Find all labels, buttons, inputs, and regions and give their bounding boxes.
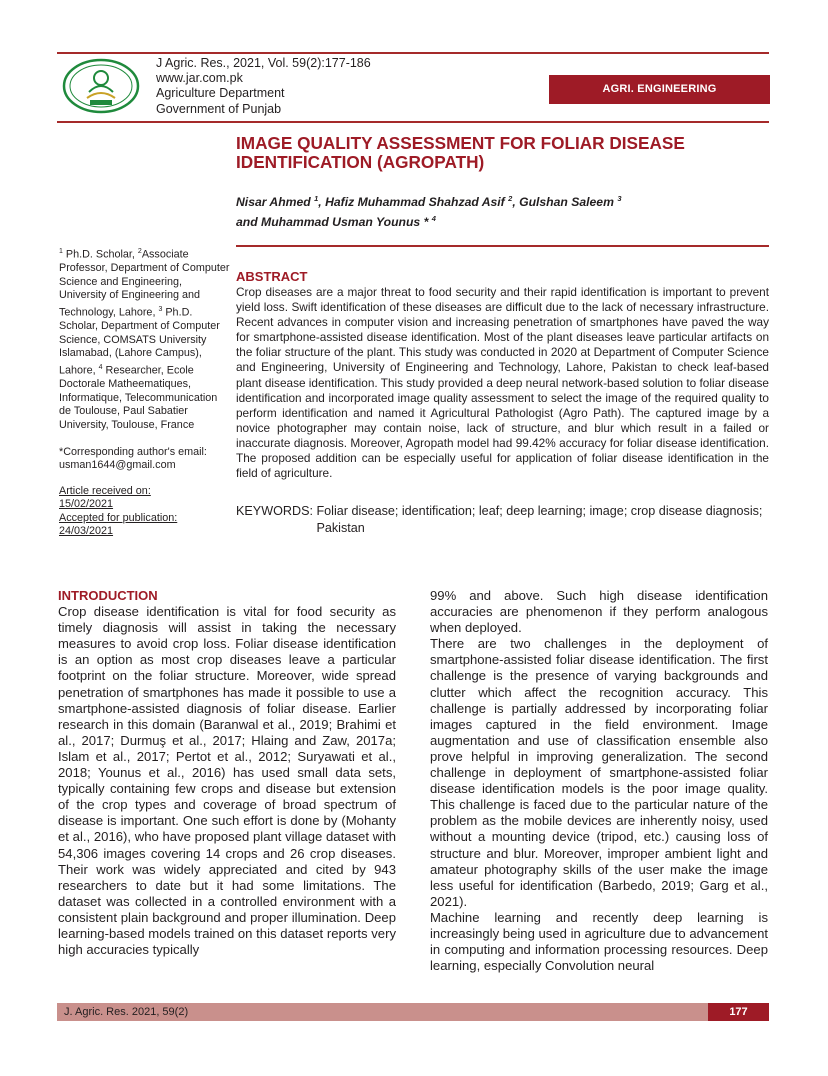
footer-journal: J. Agric. Res. 2021, 59(2) [64,1006,189,1018]
author-superscript: 2 [508,194,513,203]
abstract-rule [236,245,769,247]
author-line-1 [236,191,756,211]
received-label: Article received on: [59,484,151,497]
accepted-label: Accepted for publication: [59,511,178,524]
keywords [236,503,769,536]
author-name: and Muhammad Usman Younus * [236,214,432,229]
affiliation-superscript: 1 [59,248,63,255]
body-column-right [430,588,768,974]
affiliation-superscript: 2 [137,248,142,255]
publisher-department: Agriculture Department [156,86,285,101]
sidebar-affiliations [59,245,231,539]
header-rule-top [57,52,769,54]
author-list [236,191,756,230]
author-superscript: 3 [617,194,622,203]
keywords-row [236,503,769,536]
paragraph: Crop disease identification is vital for food security as timely diagnosis will assist in taking the necessary measures to avoid crop loss. Foliar disease identification is an option as most crop diseases leave a particular footprint on the foliar structure. Moreover, wide spread penetration of smartphones has made it possible to use a smartphone-assisted diagnosis of foliar disease. Earlier research in this domain (Baranwal et al., 2019; Brahimi et al., 2017; Durmuş et al., 2017; Hlaing and Zaw, 2017a; Islam et al., 2017; Pertot et al., 2012; Suryawati et al., 2018; Younus et al., 2016) has used small data sets, typically containing few crops and disease but extension of the crop types and coverage of broad spectrum of disease is important. One such effort is done by (Mohanty et al., 2016), who have proposed plant village dataset with 54,306 images covering 14 crops and 26 crop diseases. Their work was widely appreciated and cited by 943 researchers to date but it had some limitations. The dataset was collected in a controlled environment with a consistent plain background and proper illumination. Deep learning-based models trained on this dataset reports very high accuracies typically [58,604,396,958]
punjab-government-logo [60,58,142,114]
journal-citation: J Agric. Res., 2021, Vol. 59(2):177-186 [156,56,371,70]
author-name: , Gulshan Saleem [512,195,618,210]
introduction-heading: INTRODUCTION [58,588,158,603]
keywords-label: KEYWORDS: [236,504,317,518]
author-name: , Hafiz Muhammad Shahzad Asif [318,195,509,210]
corresponding-label: *Corresponding author's email: [59,445,207,458]
received-date: 15/02/2021 [59,498,114,511]
body-column-left [58,588,396,958]
affiliation-text: Researcher, Ecole Doctorale Matheematiques, Informatique, Telecommunication de Toulouse, Paul Sabatier University, Toulouse, France [59,364,218,431]
page-number: 177 [708,1003,769,1021]
paragraph: Machine learning and recently deep learning is increasingly being used in agriculture due to advancement in computing and information processing resources. Deep learning, especially Convolution neural [430,909,768,974]
keywords-text: Foliar disease; identification; leaf; deep learning; image; crop disease diagnosis; Pakistan [316,504,763,535]
section-badge: AGRI. ENGINEERING [549,75,770,104]
paragraph: 99% and above. Such high disease identification accuracies are phenomenon if they perform analogous when deployed. [430,588,768,636]
corresponding-author [59,446,231,473]
author-name: Nisar Ahmed [236,195,315,210]
affiliation-text: Ph.D. Scholar, [62,248,138,261]
affiliation-superscript: 3 [158,305,163,313]
header-rule-bottom [57,121,769,123]
author-line-2 [236,211,756,231]
affiliation-text: Ph.D. Scholar, Department of Computer Science, COMSATS University Islamabad, (Lahore Campus), Lahore, [59,306,220,377]
affiliation-superscript: 4 [98,363,103,371]
corresponding-email[interactable]: usman1644@gmail.com [59,459,176,472]
paragraph: There are two challenges in the deployment of smartphone-assisted foliar disease identification. The first challenge is the presence of varying backgrounds and clutter which affect the recognition accuracy. This challenge is partially addressed by incorporating foliar images captured in the field environment. Image augmentation and use of classification ensemble also prove helpful in improving generalization. The second challenge in deployment of smartphone-assisted foliar disease identification models is the poor image quality. This challenge is faced due to the particular nature of the problem as the mobile devices are inherently noisy, used without a mounting device (tripod, etc.) causing loss of structure and blur. Moreover, improper ambient light and amateur photography skills of the user make the image less useful for identification (Barbedo, 2019; Garg et al., 2021). [430,636,768,909]
author-superscript: 4 [431,213,436,223]
accepted-date: 24/03/2021 [59,525,114,538]
publisher-government: Government of Punjab [156,101,282,116]
affiliations [59,245,231,433]
article-title: IMAGE QUALITY ASSESSMENT FOR FOLIAR DISEASE IDENTIFICATION (AGROPATH) [236,133,685,172]
abstract-section [236,269,769,481]
journal-website: www.jar.com.pk [156,71,243,86]
article-dates [59,485,231,539]
journal-info [156,56,371,117]
author-superscript: 1 [314,194,319,203]
abstract-heading: ABSTRACT [236,269,308,284]
affiliation-text: Associate Professor, Department of Computer Science and Engineering, University of Engineering and Technology, Lahore, [59,248,230,319]
abstract-body: Crop diseases are a major threat to food security and their rapid identification is important to prevent yield loss. Swift identification of these diseases are difficult due to the lack of necessary infrastructure. Recent advances in computer vision and increasing penetration of smartphones have paved the way for smartphone-assisted disease identification. Most of the plant diseases leave particular artifacts on the foliar structure of the plant. This study was conducted in 2020 at Department of Computer Science and Engineering, University of Engineering and Technology, Lahore, Pakistan to check leaf-based plant disease identification. This study provided a deep neural network-based solution to foliar disease identification and incorporated image quality assessment to select the image of the required quality to perform identification and named it Agricultural Pathologist (Agro Path). The captured image by a novice photographer may contain noise, lack of structure, and blur which result in a failed or inaccurate diagnosis. Moreover, Agropath model had 99.42% accuracy for foliar disease identification. The proposed addition can be especially useful for application of foliar disease identification in the field of agriculture. [236,285,769,481]
